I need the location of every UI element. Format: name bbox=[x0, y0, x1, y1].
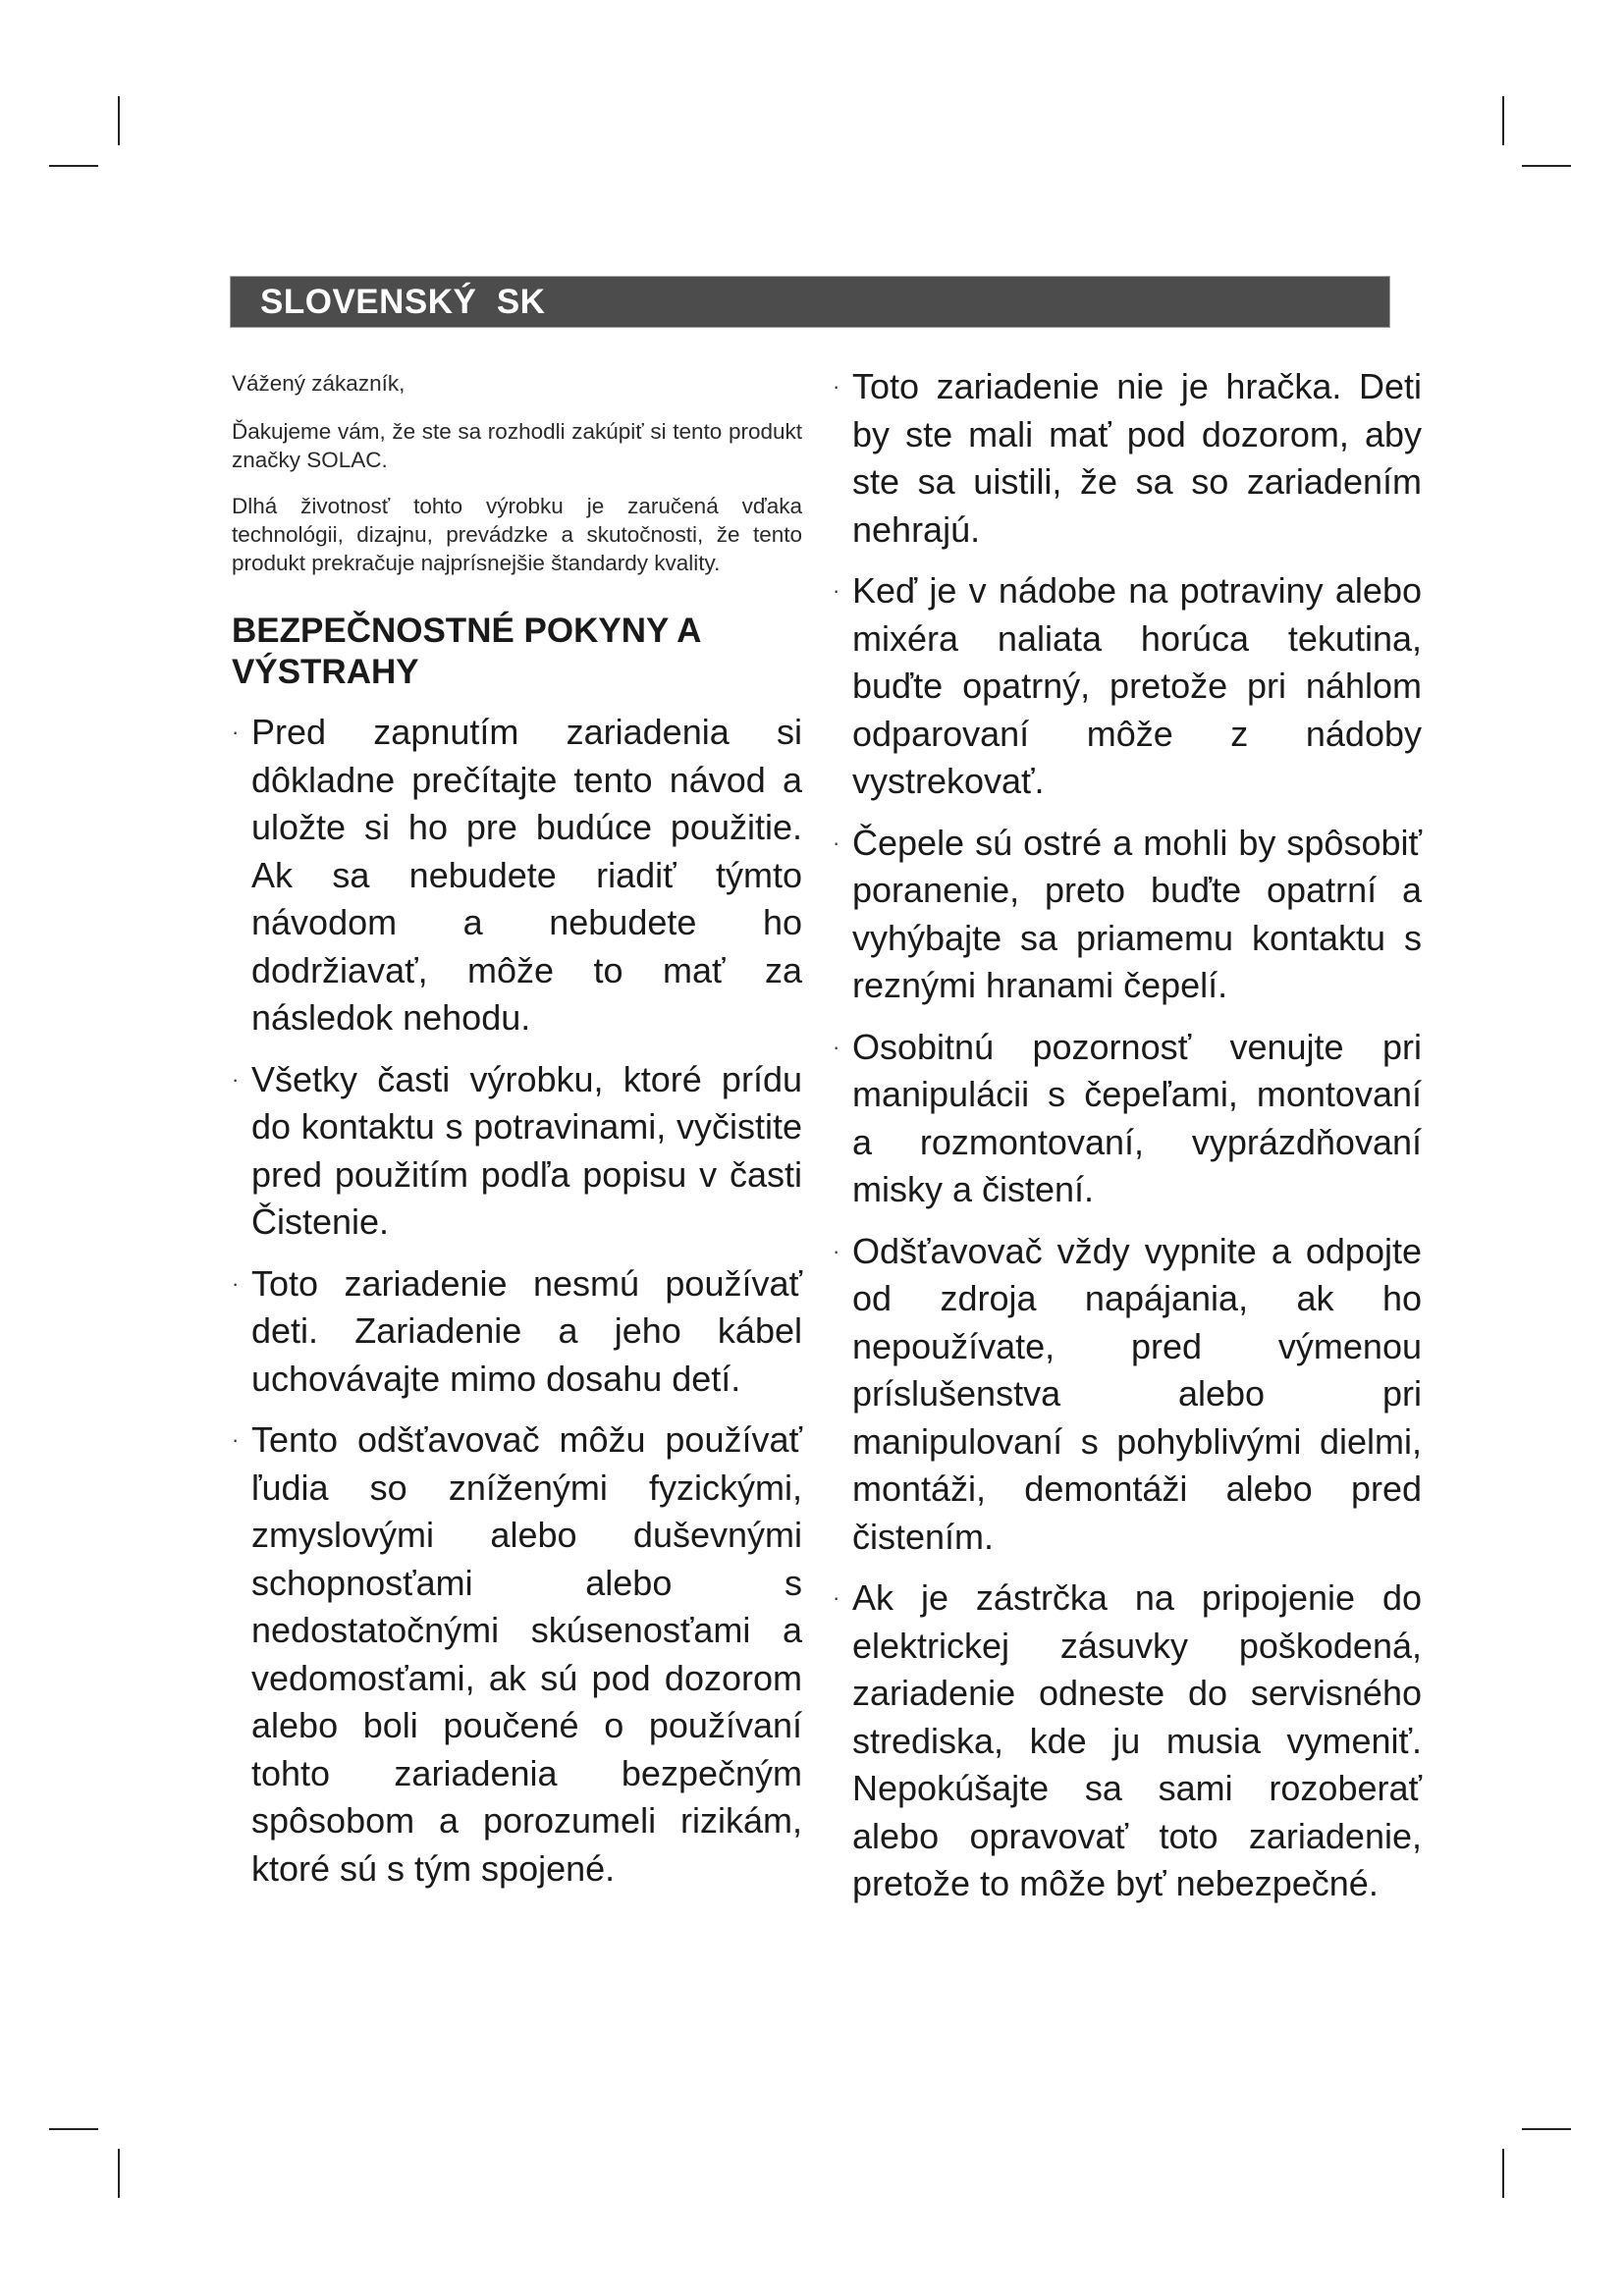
safety-item bbox=[232, 709, 802, 1042]
safety-item bbox=[833, 567, 1422, 806]
safety-item bbox=[232, 1260, 802, 1404]
safety-item-text: Pred zapnutím zariadenia si dôkladne prečítajte tento návod a uložte si ho pre budúce použitie. Ak sa nebudete riadiť týmto návodom a nebudete ho dodržiavať, môže to mať za následok nehodu. bbox=[251, 712, 802, 1038]
safety-item-text: Čepele sú ostré a mohli by spôsobiť poranenie, preto buďte opatrní a vyhýbajte sa priamemu kontaktu s reznými hranami čepelí. bbox=[852, 822, 1422, 1005]
crop-mark-bottom-right-horizontal bbox=[1522, 2128, 1571, 2130]
safety-item-text: Odšťavovač vždy vypnite a odpojte od zdroja napájania, ak ho nepoužívate, pred výmenou príslušenstva alebo pri manipulovaní s pohyblivými dielmi, montáži, demontáži alebo pred čistením. bbox=[852, 1230, 1422, 1557]
right-column bbox=[833, 363, 1422, 1922]
bullet-icon: · bbox=[833, 578, 840, 603]
crop-mark-top-left-horizontal bbox=[49, 165, 98, 167]
language-title: SLOVENSKÝ SK bbox=[260, 283, 546, 321]
safety-item bbox=[833, 1228, 1422, 1562]
greeting-text: Vážený zákazník, bbox=[232, 371, 406, 396]
bullet-icon: · bbox=[232, 1270, 240, 1296]
bullet-icon: · bbox=[833, 1585, 840, 1610]
safety-item bbox=[833, 363, 1422, 554]
crop-mark-top-right-vertical bbox=[1502, 96, 1504, 145]
bullet-icon: · bbox=[833, 1238, 840, 1263]
crop-mark-top-right-horizontal bbox=[1522, 165, 1571, 167]
bullet-icon: · bbox=[833, 374, 840, 399]
bullet-icon: · bbox=[833, 1034, 840, 1059]
safety-item-text: Osobitnú pozornosť venujte pri manipulácii s čepeľami, montovaní a rozmontovaní, vyprázdňovaní misky a čistení. bbox=[852, 1026, 1422, 1209]
crop-mark-top-left-vertical bbox=[118, 96, 120, 145]
safety-list-left bbox=[232, 709, 802, 1893]
language-header-bar bbox=[230, 276, 1390, 328]
intro-section bbox=[232, 369, 802, 577]
safety-list-right bbox=[833, 363, 1422, 1908]
bullet-icon: · bbox=[232, 720, 240, 744]
safety-item-text: Všetky časti výrobku, ktoré prídu do kontaktu s potravinami, vyčistite pred použitím podľa popisu v časti Čistenie. bbox=[251, 1058, 802, 1242]
safety-item bbox=[833, 820, 1422, 1010]
safety-item-text: Tento odšťavovač môžu používať ľudia so zníženými fyzickými, zmyslovými alebo duševnými schopnosťami alebo s nedostatočnými skúsenosťami a vedomosťami, ak sú pod dozorom alebo boli poučené o používaní tohto zariadenia bezpečným spôsobom a porozumeli rizikám, ktoré sú s tým spojené. bbox=[251, 1419, 802, 1889]
durability-paragraph: Dlhá životnosť tohto výrobku je zaručená vďaka technológii, dizajnu, prevádzke a skutočnosti, že tento produkt prekračuje najprísnejšie štandardy kvality. bbox=[232, 494, 802, 575]
crop-mark-bottom-right-vertical bbox=[1502, 2149, 1504, 2198]
safety-item-text: Toto zariadenie nesmú používať deti. Zariadenie a jeho kábel uchovávajte mimo dosahu detí. bbox=[251, 1262, 802, 1399]
safety-section-title: BEZPEČNOSTNÉ POKYNY A VÝSTRAHY bbox=[232, 612, 701, 691]
bullet-icon: · bbox=[833, 829, 840, 855]
thanks-paragraph: Ďakujeme vám, že ste sa rozhodli zakúpiť si tento produkt značky SOLAC. bbox=[232, 419, 802, 472]
crop-mark-bottom-left-vertical bbox=[118, 2149, 120, 2198]
bullet-icon: · bbox=[232, 1066, 240, 1092]
safety-item bbox=[833, 1024, 1422, 1214]
safety-item-text: Toto zariadenie nie je hračka. Deti by ste mali mať pod dozorom, aby ste sa uistili, že sa so zariadením nehrajú. bbox=[852, 366, 1422, 550]
safety-item bbox=[833, 1575, 1422, 1908]
safety-item-text: Ak je zástrčka na pripojenie do elektrickej zásuvky poškodená, zariadenie odneste do servisného strediska, kde ju musia vymeniť. Nepokúšajte sa sami rozoberať alebo opravovať toto zariadenie, pretože to môže byť nebezpečné. bbox=[852, 1577, 1422, 1903]
crop-mark-bottom-left-horizontal bbox=[49, 2128, 98, 2130]
safety-item bbox=[232, 1056, 802, 1247]
bullet-icon: · bbox=[232, 1427, 240, 1452]
safety-item bbox=[232, 1416, 802, 1893]
left-column bbox=[232, 369, 802, 1906]
safety-item-text: Keď je v nádobe na potraviny alebo mixéra naliata horúca tekutina, buďte opatrný, pretože pri náhlom odparovaní môže z nádoby vystrekovať. bbox=[852, 570, 1422, 801]
